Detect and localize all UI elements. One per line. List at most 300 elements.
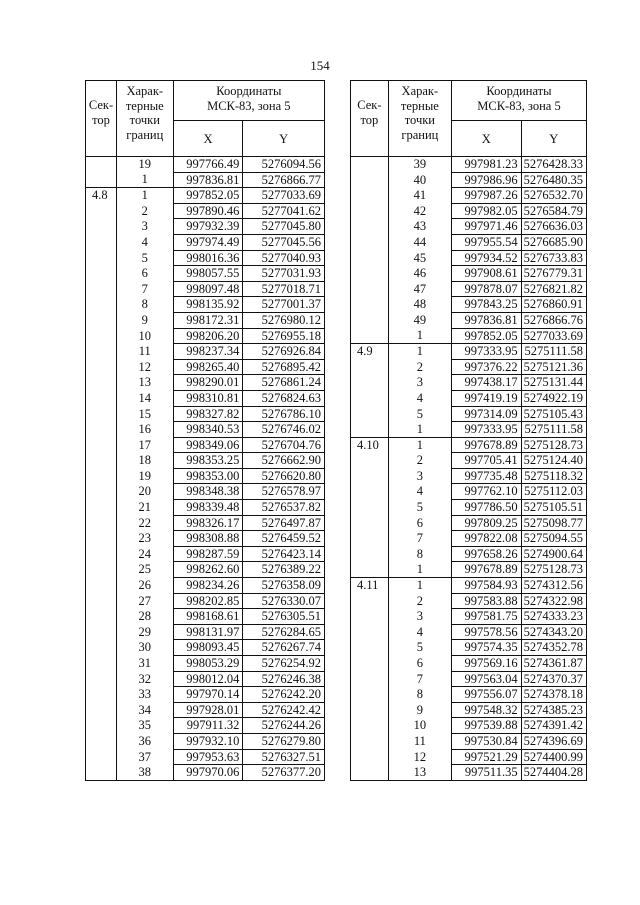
x-cell: 998131.97 xyxy=(173,624,243,640)
table-row xyxy=(351,484,587,500)
y-cell: 5276866.77 xyxy=(243,172,325,188)
header-points-line-2: терные xyxy=(125,98,164,113)
table-row xyxy=(351,733,587,749)
x-cell: 998016.36 xyxy=(173,250,243,266)
table-row xyxy=(351,562,587,578)
x-cell: 997658.26 xyxy=(451,546,521,562)
y-cell: 5275111.58 xyxy=(521,344,586,360)
point-cell: 10 xyxy=(388,718,451,734)
table-row xyxy=(86,437,325,453)
point-cell: 13 xyxy=(116,375,173,391)
x-cell: 997786.50 xyxy=(451,500,521,516)
sector-cell xyxy=(86,733,117,749)
y-cell: 5276480.35 xyxy=(521,172,586,188)
point-cell: 14 xyxy=(116,390,173,406)
point-cell: 15 xyxy=(116,406,173,422)
y-cell: 5277031.93 xyxy=(243,266,325,282)
coordinates-table-left xyxy=(85,80,325,781)
sector-cell xyxy=(351,297,389,313)
y-cell: 5276284.65 xyxy=(243,624,325,640)
x-cell: 998265.40 xyxy=(173,359,243,375)
table-row xyxy=(351,359,587,375)
y-cell: 5276428.33 xyxy=(521,157,586,173)
coordinates-table-right xyxy=(350,80,587,781)
x-cell: 997766.49 xyxy=(173,157,243,173)
sector-cell xyxy=(86,546,117,562)
point-cell: 5 xyxy=(388,640,451,656)
header-sector-line-1: Сек- xyxy=(88,98,114,112)
y-cell: 5274352.78 xyxy=(521,640,586,656)
point-cell: 11 xyxy=(388,733,451,749)
sector-cell xyxy=(351,328,389,344)
table-row xyxy=(351,500,587,516)
table-row xyxy=(351,531,587,547)
sector-cell xyxy=(351,609,389,625)
point-cell: 24 xyxy=(116,546,173,562)
y-cell: 5276537.82 xyxy=(243,500,325,516)
x-cell: 998290.01 xyxy=(173,375,243,391)
point-cell: 33 xyxy=(116,687,173,703)
point-cell: 32 xyxy=(116,671,173,687)
y-cell: 5276254.92 xyxy=(243,656,325,672)
header-coordinates xyxy=(451,81,586,121)
sector-cell xyxy=(86,406,117,422)
header-points-line-4: границ xyxy=(126,127,164,142)
table-row xyxy=(351,593,587,609)
sector-cell xyxy=(351,531,389,547)
header-y: Y xyxy=(243,121,325,157)
x-cell: 997843.25 xyxy=(451,297,521,313)
y-cell: 5276662.90 xyxy=(243,453,325,469)
y-cell: 5274391.42 xyxy=(521,718,586,734)
x-cell: 997569.16 xyxy=(451,656,521,672)
x-cell: 997970.14 xyxy=(173,687,243,703)
point-cell: 1 xyxy=(116,172,173,188)
x-cell: 998308.88 xyxy=(173,531,243,547)
header-coordinates-line-2: МСК-83, зона 5 xyxy=(477,98,561,113)
table-row xyxy=(351,687,587,703)
y-cell: 5274370.37 xyxy=(521,671,586,687)
y-cell: 5277040.93 xyxy=(243,250,325,266)
table-row xyxy=(351,515,587,531)
sector-cell xyxy=(351,749,389,765)
sector-cell xyxy=(351,671,389,687)
table-row xyxy=(86,312,325,328)
header-coordinates-line-1: Координаты xyxy=(486,84,552,98)
sector-cell xyxy=(86,500,117,516)
table-row xyxy=(86,234,325,250)
table-row xyxy=(86,344,325,360)
x-cell: 997971.46 xyxy=(451,219,521,235)
x-cell: 997548.32 xyxy=(451,702,521,718)
sector-cell: 4.8 xyxy=(86,188,117,204)
point-cell: 20 xyxy=(116,484,173,500)
sector-cell xyxy=(86,422,117,438)
x-cell: 998326.17 xyxy=(173,515,243,531)
x-cell: 997809.25 xyxy=(451,515,521,531)
y-cell: 5274378.18 xyxy=(521,687,586,703)
point-cell: 1 xyxy=(388,344,451,360)
header-x: X xyxy=(173,121,243,157)
point-cell: 37 xyxy=(116,749,173,765)
y-cell: 5274312.56 xyxy=(521,578,586,594)
table-row xyxy=(351,422,587,438)
sector-cell xyxy=(86,266,117,282)
sector-cell xyxy=(351,515,389,531)
x-cell: 997563.04 xyxy=(451,671,521,687)
table-row xyxy=(351,468,587,484)
table-row xyxy=(86,687,325,703)
table-row xyxy=(86,515,325,531)
y-cell: 5276779.31 xyxy=(521,266,586,282)
point-cell: 17 xyxy=(116,437,173,453)
table-row xyxy=(86,188,325,204)
y-cell: 5275105.43 xyxy=(521,406,586,422)
header-sector-line-2: тор xyxy=(360,112,379,127)
sector-cell xyxy=(86,297,117,313)
header-points-line-3: точки xyxy=(404,113,435,128)
table-row xyxy=(86,765,325,781)
table-row xyxy=(351,765,587,781)
y-cell: 5274396.69 xyxy=(521,733,586,749)
x-cell: 997928.01 xyxy=(173,702,243,718)
sector-cell xyxy=(351,188,389,204)
table-row xyxy=(351,453,587,469)
point-cell: 1 xyxy=(388,562,451,578)
point-cell: 49 xyxy=(388,312,451,328)
y-cell: 5276279.80 xyxy=(243,733,325,749)
x-cell: 997932.10 xyxy=(173,733,243,749)
point-cell: 44 xyxy=(388,234,451,250)
x-cell: 997953.63 xyxy=(173,749,243,765)
point-cell: 31 xyxy=(116,656,173,672)
point-cell: 28 xyxy=(116,609,173,625)
x-cell: 998135.92 xyxy=(173,297,243,313)
x-cell: 997574.35 xyxy=(451,640,521,656)
x-cell: 997908.61 xyxy=(451,266,521,282)
sector-cell xyxy=(86,234,117,250)
y-cell: 5276389.22 xyxy=(243,562,325,578)
table-row xyxy=(351,328,587,344)
sector-cell xyxy=(351,312,389,328)
y-cell: 5276704.76 xyxy=(243,437,325,453)
point-cell: 36 xyxy=(116,733,173,749)
table-row xyxy=(86,406,325,422)
header-points-line-1: Харак- xyxy=(126,84,164,98)
point-cell: 23 xyxy=(116,531,173,547)
header-points-line-1: Харак- xyxy=(401,84,439,98)
y-cell: 5276980.12 xyxy=(243,312,325,328)
point-cell: 10 xyxy=(116,328,173,344)
sector-cell xyxy=(86,203,117,219)
x-cell: 997822.08 xyxy=(451,531,521,547)
table-row xyxy=(351,640,587,656)
point-cell: 1 xyxy=(388,578,451,594)
table-row xyxy=(86,422,325,438)
y-cell: 5276824.63 xyxy=(243,390,325,406)
sector-cell xyxy=(351,640,389,656)
sector-cell xyxy=(86,562,117,578)
point-cell: 45 xyxy=(388,250,451,266)
y-cell: 5276327.51 xyxy=(243,749,325,765)
point-cell: 27 xyxy=(116,593,173,609)
y-cell: 5276330.07 xyxy=(243,593,325,609)
point-cell: 8 xyxy=(388,687,451,703)
table-row xyxy=(86,593,325,609)
table-row xyxy=(351,671,587,687)
sector-cell: 4.10 xyxy=(351,437,389,453)
point-cell: 4 xyxy=(388,624,451,640)
table-row xyxy=(86,359,325,375)
x-cell: 998234.26 xyxy=(173,578,243,594)
y-cell: 5274343.20 xyxy=(521,624,586,640)
y-cell: 5277045.56 xyxy=(243,234,325,250)
table-row xyxy=(351,578,587,594)
y-cell: 5276821.82 xyxy=(521,281,586,297)
sector-cell xyxy=(86,718,117,734)
point-cell: 25 xyxy=(116,562,173,578)
y-cell: 5276244.26 xyxy=(243,718,325,734)
y-cell: 5276733.83 xyxy=(521,250,586,266)
x-cell: 998172.31 xyxy=(173,312,243,328)
x-cell: 997934.52 xyxy=(451,250,521,266)
sector-cell xyxy=(86,749,117,765)
x-cell: 998353.00 xyxy=(173,468,243,484)
header-coordinates-line-2: МСК-83, зона 5 xyxy=(207,98,291,113)
sector-cell xyxy=(86,250,117,266)
x-cell: 998053.29 xyxy=(173,656,243,672)
table-row xyxy=(351,718,587,734)
sector-cell xyxy=(86,687,117,703)
x-cell: 997578.56 xyxy=(451,624,521,640)
x-cell: 997735.48 xyxy=(451,468,521,484)
x-cell: 997314.09 xyxy=(451,406,521,422)
sector-cell xyxy=(86,671,117,687)
table-row xyxy=(86,656,325,672)
y-cell: 5274404.28 xyxy=(521,765,586,781)
sector-cell xyxy=(86,157,117,173)
point-cell: 4 xyxy=(388,484,451,500)
sector-cell xyxy=(86,453,117,469)
point-cell: 19 xyxy=(116,157,173,173)
point-cell: 42 xyxy=(388,203,451,219)
point-cell: 1 xyxy=(388,422,451,438)
sector-cell xyxy=(351,172,389,188)
point-cell: 6 xyxy=(116,266,173,282)
sector-cell xyxy=(86,375,117,391)
x-cell: 998093.45 xyxy=(173,640,243,656)
x-cell: 997932.39 xyxy=(173,219,243,235)
point-cell: 18 xyxy=(116,453,173,469)
y-cell: 5276955.18 xyxy=(243,328,325,344)
table-row xyxy=(86,578,325,594)
sector-cell xyxy=(351,687,389,703)
x-cell: 997890.46 xyxy=(173,203,243,219)
y-cell: 5277041.62 xyxy=(243,203,325,219)
sector-cell xyxy=(351,718,389,734)
sector-cell xyxy=(86,312,117,328)
table-row xyxy=(86,609,325,625)
x-cell: 998287.59 xyxy=(173,546,243,562)
x-cell: 998168.61 xyxy=(173,609,243,625)
y-cell: 5276620.80 xyxy=(243,468,325,484)
header-coordinates xyxy=(173,81,324,121)
y-cell: 5277001.37 xyxy=(243,297,325,313)
y-cell: 5276636.03 xyxy=(521,219,586,235)
sector-cell xyxy=(351,219,389,235)
sector-cell xyxy=(351,234,389,250)
sector-cell xyxy=(351,656,389,672)
y-cell: 5277018.71 xyxy=(243,281,325,297)
point-cell: 5 xyxy=(116,250,173,266)
point-cell: 21 xyxy=(116,500,173,516)
table-row xyxy=(86,671,325,687)
sector-cell xyxy=(351,468,389,484)
sector-cell xyxy=(351,702,389,718)
table-row xyxy=(86,749,325,765)
x-cell: 998206.20 xyxy=(173,328,243,344)
y-cell: 5274333.23 xyxy=(521,609,586,625)
table-row xyxy=(351,702,587,718)
y-cell: 5275131.44 xyxy=(521,375,586,391)
header-points-line-2: терные xyxy=(400,98,439,113)
table-row xyxy=(351,609,587,625)
sector-cell xyxy=(86,484,117,500)
y-cell: 5274400.99 xyxy=(521,749,586,765)
x-cell: 998327.82 xyxy=(173,406,243,422)
x-cell: 998202.85 xyxy=(173,593,243,609)
point-cell: 47 xyxy=(388,281,451,297)
x-cell: 997584.93 xyxy=(451,578,521,594)
table-row xyxy=(86,624,325,640)
sector-cell xyxy=(86,172,117,188)
point-cell: 1 xyxy=(388,437,451,453)
table-row xyxy=(86,500,325,516)
point-cell: 43 xyxy=(388,219,451,235)
table-row xyxy=(86,375,325,391)
table-row xyxy=(86,733,325,749)
table-row xyxy=(86,297,325,313)
header-y: Y xyxy=(521,121,586,157)
y-cell: 5276860.91 xyxy=(521,297,586,313)
y-cell: 5276578.97 xyxy=(243,484,325,500)
point-cell: 2 xyxy=(116,203,173,219)
point-cell: 6 xyxy=(388,656,451,672)
table-row xyxy=(86,172,325,188)
sector-cell xyxy=(86,390,117,406)
sector-cell xyxy=(351,624,389,640)
table-row xyxy=(86,468,325,484)
header-sector xyxy=(86,81,117,157)
x-cell: 997376.22 xyxy=(451,359,521,375)
sector-cell xyxy=(86,219,117,235)
header-sector-line-2: тор xyxy=(92,112,110,127)
sector-cell xyxy=(351,733,389,749)
y-cell: 5276358.09 xyxy=(243,578,325,594)
table-row xyxy=(86,390,325,406)
header-points-line-4: границ xyxy=(401,127,439,142)
table-row xyxy=(86,562,325,578)
point-cell: 5 xyxy=(388,406,451,422)
x-cell: 997539.88 xyxy=(451,718,521,734)
header-points xyxy=(116,81,173,157)
table-row xyxy=(351,390,587,406)
point-cell: 48 xyxy=(388,297,451,313)
sector-cell xyxy=(86,468,117,484)
table-row xyxy=(351,172,587,188)
sector-cell xyxy=(351,281,389,297)
sector-cell xyxy=(86,765,117,781)
sector-cell xyxy=(351,390,389,406)
sector-cell xyxy=(86,578,117,594)
point-cell: 12 xyxy=(388,749,451,765)
table-row xyxy=(351,250,587,266)
point-cell: 9 xyxy=(388,702,451,718)
point-cell: 8 xyxy=(116,297,173,313)
x-cell: 997955.54 xyxy=(451,234,521,250)
y-cell: 5275112.03 xyxy=(521,484,586,500)
point-cell: 13 xyxy=(388,765,451,781)
table-row xyxy=(351,656,587,672)
x-cell: 997419.19 xyxy=(451,390,521,406)
y-cell: 5276246.38 xyxy=(243,671,325,687)
y-cell: 5276926.84 xyxy=(243,344,325,360)
y-cell: 5276423.14 xyxy=(243,546,325,562)
x-cell: 997583.88 xyxy=(451,593,521,609)
y-cell: 5275098.77 xyxy=(521,515,586,531)
point-cell: 41 xyxy=(388,188,451,204)
sector-cell xyxy=(351,406,389,422)
x-cell: 997852.05 xyxy=(451,328,521,344)
sector-cell xyxy=(86,328,117,344)
x-cell: 998057.55 xyxy=(173,266,243,282)
y-cell: 5274385.23 xyxy=(521,702,586,718)
table-row xyxy=(86,531,325,547)
table-row xyxy=(351,375,587,391)
x-cell: 997581.75 xyxy=(451,609,521,625)
header-points xyxy=(388,81,451,157)
sector-cell xyxy=(351,500,389,516)
y-cell: 5274322.98 xyxy=(521,593,586,609)
y-cell: 5276746.02 xyxy=(243,422,325,438)
y-cell: 5277045.80 xyxy=(243,219,325,235)
x-cell: 997556.07 xyxy=(451,687,521,703)
sector-cell xyxy=(351,453,389,469)
table-row xyxy=(351,546,587,562)
x-cell: 998012.04 xyxy=(173,671,243,687)
y-cell: 5276532.70 xyxy=(521,188,586,204)
y-cell: 5275094.55 xyxy=(521,531,586,547)
x-cell: 998340.53 xyxy=(173,422,243,438)
table-row xyxy=(86,203,325,219)
point-cell: 7 xyxy=(388,531,451,547)
sector-cell xyxy=(351,266,389,282)
page-number: 154 xyxy=(310,58,330,73)
x-cell: 997982.05 xyxy=(451,203,521,219)
point-cell: 8 xyxy=(388,546,451,562)
point-cell: 2 xyxy=(388,359,451,375)
table-row xyxy=(351,406,587,422)
table-row xyxy=(86,546,325,562)
x-cell: 997762.10 xyxy=(451,484,521,500)
y-cell: 5275118.32 xyxy=(521,468,586,484)
header-sector-line-1: Сек- xyxy=(357,98,382,112)
point-cell: 2 xyxy=(388,593,451,609)
point-cell: 4 xyxy=(116,234,173,250)
y-cell: 5276459.52 xyxy=(243,531,325,547)
x-cell: 997836.81 xyxy=(173,172,243,188)
table-row xyxy=(86,266,325,282)
